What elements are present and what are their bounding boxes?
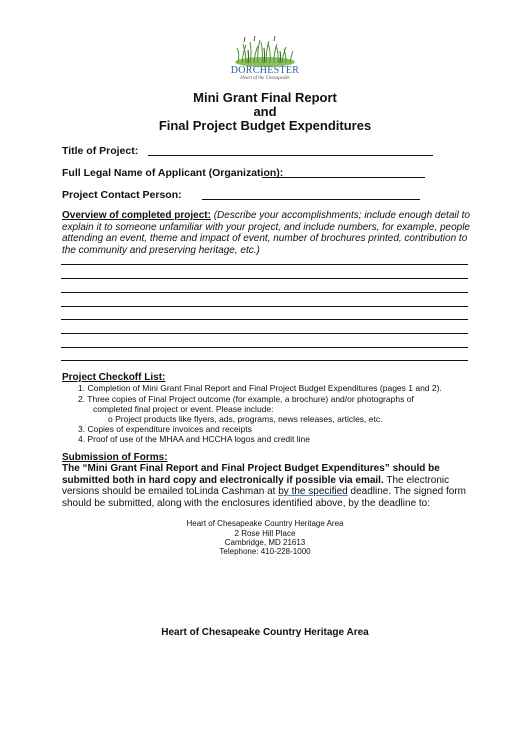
submission-text-2: deadline. The signed form should be submitted, along with the enclosures identified above, by the deadline to: (62, 486, 466, 509)
grass-logo-icon (224, 36, 306, 68)
writing-line[interactable] (61, 360, 468, 361)
title-line-2: and (253, 104, 277, 119)
applicant-label: Full Legal Name of Applicant (Organization): (62, 167, 284, 179)
checkoff-subitem: o Project products like flyers, ads, programs, news releases, articles, etc. (108, 414, 383, 424)
writing-line[interactable] (61, 292, 468, 293)
writing-line[interactable] (61, 319, 468, 320)
project-title-line[interactable] (148, 155, 433, 156)
submission-text (62, 463, 470, 509)
footer-org: Heart of Chesapeake Country Heritage Area (161, 627, 369, 638)
submission-heading: Submission of Forms: (62, 452, 168, 463)
writing-line[interactable] (61, 333, 468, 334)
submission-text-1: The electronic versions should be emailed toLinda Cashman at (62, 474, 450, 497)
checkoff-item-1: 1. Completion of Mini Grant Final Report and Final Project Budget Expenditures (pages 1 and 2). (78, 383, 442, 393)
writing-line[interactable] (61, 347, 468, 348)
checkoff-item-4: 4. Proof of use of the MHAA and HCCHA logos and credit line (78, 434, 310, 444)
address-city: Cambridge, MD 21613 (224, 538, 306, 547)
project-title-label: Title of Project: (62, 145, 139, 157)
overview-block (62, 210, 470, 256)
title-line-1: Mini Grant Final Report (193, 90, 337, 105)
writing-line[interactable] (61, 306, 468, 307)
overview-label: Overview of completed project: (62, 210, 211, 221)
dorchester-logo (224, 36, 306, 86)
applicant-line[interactable] (262, 177, 425, 178)
writing-line[interactable] (61, 278, 468, 279)
logo-name: DORCHESTER (230, 65, 300, 76)
specified-deadline: by the specified (278, 486, 348, 497)
logo-tagline: Heart of the Chesapeake (240, 76, 290, 81)
checkoff-item-3: 3. Copies of expenditure invoices and receipts (78, 424, 252, 434)
writing-line[interactable] (61, 264, 468, 265)
address-phone: Telephone: 410-228-1000 (219, 547, 311, 556)
contact-line[interactable] (202, 199, 420, 200)
checkoff-item-2: 2. Three copies of Final Project outcome (for example, a brochure) and/or photographs of (78, 394, 414, 404)
address-street: 2 Rose Hill Place (234, 529, 296, 538)
submission-bold: The “Mini Grant Final Report and Final Project Budget Expenditures” should be submitted both in hard copy and electronically if possible via email. (62, 463, 440, 486)
address-org: Heart of Chesapeake Country Heritage Area (186, 519, 344, 528)
contact-label: Project Contact Person: (62, 189, 182, 201)
title-line-3: Final Project Budget Expenditures (158, 118, 372, 133)
checkoff-heading: Project Checkoff List: (62, 372, 166, 383)
checkoff-item-2-cont: completed final project or event. Please include: (93, 404, 274, 414)
overview-description: (Describe your accomplishments; include enough detail to explain it to someone unfamiliar with your project, and include numbers, for example, people attending an event, theme and impact of event, number of brochures printed, contribution to the community and preserving heritage, etc.) (62, 210, 470, 256)
